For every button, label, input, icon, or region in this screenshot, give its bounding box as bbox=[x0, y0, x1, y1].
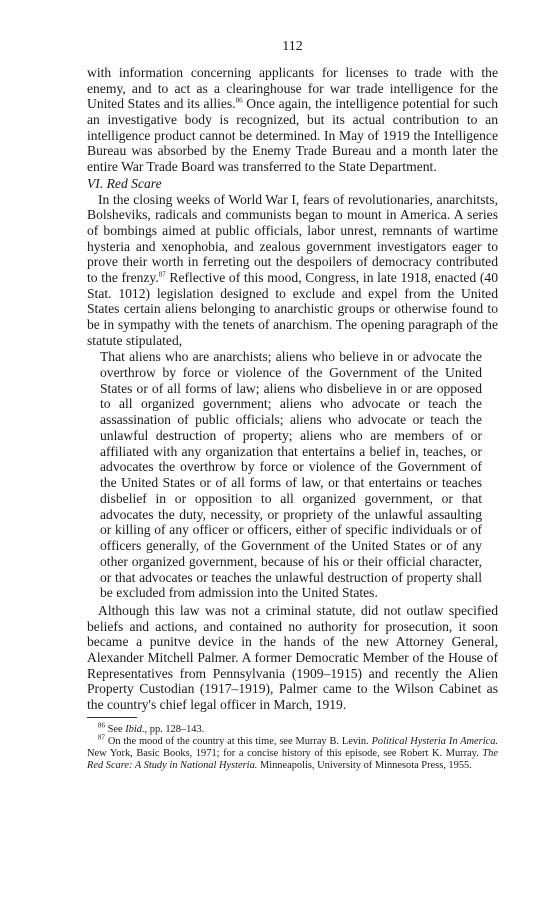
footnote-86 bbox=[87, 721, 498, 736]
footnote-divider bbox=[87, 717, 137, 718]
section-heading: VI. Red Scare bbox=[87, 175, 162, 191]
paragraph-text-continued: Reflective of this mood, Congress, in late 1918, enacted (40 Stat. 1012) legislation designed to exclude and expel from the United States certain aliens belonging to anarchistic groups or otherwise found to be in sympathy with the tenets of anarchism. The opening paragraph of the statute stipulated, bbox=[87, 269, 498, 348]
footnote-citation-title: The Red Scare: A Study in National Hysteria. bbox=[87, 747, 498, 771]
footnote-number: 86 bbox=[98, 721, 105, 730]
paragraph-text-continued: Once again, the intelligence potential for such an investigative body is recognized, but its actual contribution to an intelligence product cannot be determined. In May of 1919 the Intelligence Bureau was absorbed by the Enemy Trade Bureau and a month later the entire War Trade Board was transferred to the State Department. bbox=[87, 96, 498, 174]
document-page bbox=[87, 38, 498, 772]
footnote-citation-title: Ibid. bbox=[125, 723, 145, 735]
page-number: 112 bbox=[282, 39, 303, 54]
paragraph-palmer: Although this law was not a criminal statute, did not outlaw specified beliefs and actions, and contained no authority for prosecution, it soon became a punitve device in the hands of the new Attorney General, Alexander Mitchell Palmer. A former Democratic Member of the House of Representatives from Pennsylvania (1909–1915) and recently the Alien Property Custodian (1917–1919), Palmer came to the Wilson Cabinet as the country's chief legal officer in March, 1919. bbox=[87, 603, 498, 713]
footnote-ref-86: 86 bbox=[235, 96, 243, 105]
paragraph-text: In the closing weeks of World War I, fears of revolutionaries, anarchitsts, Bolsheviks, radicals and communists began to mount in America. A series of bombings aimed at public officials, labor unrest, remnants of wartime hysteria and xenophobia, and zealous government investigators eager to prove their worth in ferreting out the despoilers of democracy contributed to the frenzy. bbox=[87, 191, 498, 285]
footnote-87 bbox=[87, 733, 498, 772]
footnote-text: See bbox=[105, 723, 126, 735]
statute-quote: That aliens who are anarchists; aliens who believe in or advocate the overthrow by force or violence of the Government of the United States or of all forms of law; aliens who disbelieve in or are opposed to all organized government; aliens who advocate or teach the assassination of public officials; aliens who advocate or teach the unlawful destruction of property; aliens who are members of or affiliated with any organization that entertains a belief in, teaches, or advocates the overthrow by force or violence of the Government of the United States or of all forms of law, or that entertains or teaches disbelief in or opposition to all organized government, or that advocates the duty, necessity, or propriety of the unlawful assaulting or killing of any officer or officers, either of specific individuals or of officers generally, of the Government of the United States or of any other organized government, because of his or their official character, or that advocates or teaches the unlawful destruction of property shall be excluded from admission into the United States. bbox=[100, 349, 482, 601]
footnote-text: New York, Basic Books, 1971; for a concise history of this episode, see Robert K. Murray. bbox=[87, 747, 483, 759]
paragraph-red-scare bbox=[87, 192, 498, 349]
paragraph-war-trade-board bbox=[87, 65, 498, 175]
footnote-citation-title: Political Hysteria In America. bbox=[371, 735, 498, 747]
footnote-ref-87: 87 bbox=[158, 270, 166, 279]
footnote-number: 87 bbox=[98, 733, 105, 742]
footnote-text: On the mood of the country at this time, see Murray B. Levin. bbox=[105, 735, 372, 747]
footnote-text: , pp. 128–143. bbox=[144, 723, 205, 735]
footnote-text: Minneapolis, University of Minnesota Press, 1955. bbox=[257, 759, 472, 771]
paragraph-text: with information concerning applicants for licenses to trade with the enemy, and to act as a clearinghouse for war trade intelligence for the United States and its allies. bbox=[87, 65, 498, 112]
